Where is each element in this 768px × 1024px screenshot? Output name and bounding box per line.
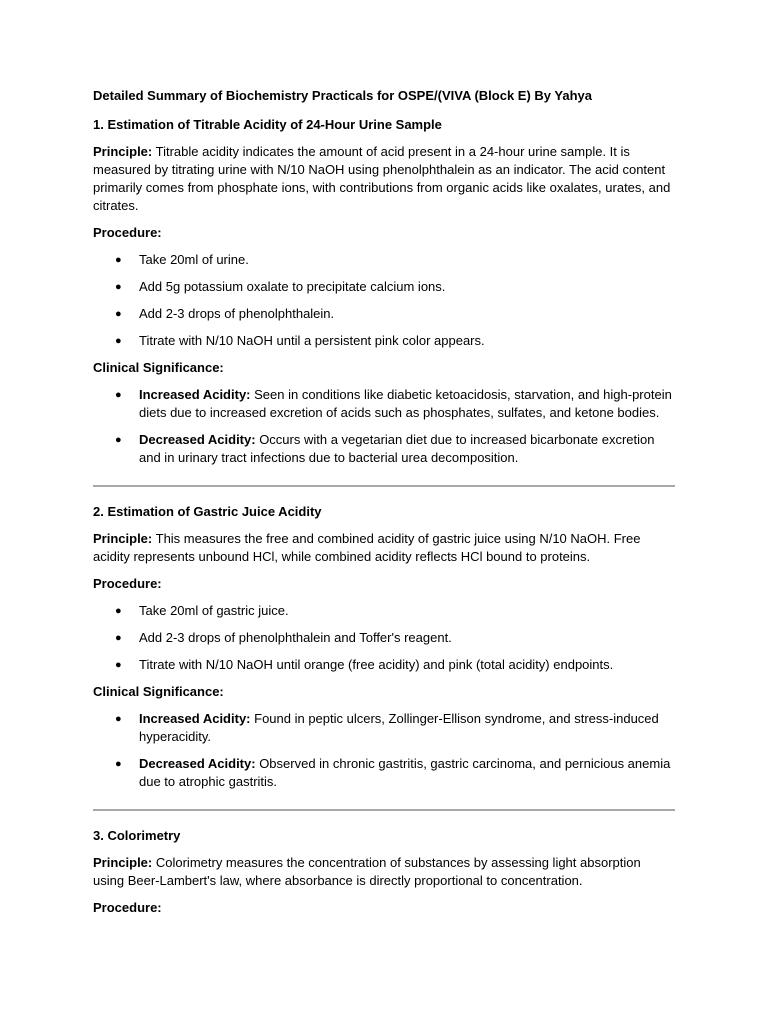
bullet-icon: ● [115,389,122,401]
document-body [93,87,675,926]
bullet-icon: ● [115,254,122,266]
section-2-clinical-heading: Clinical Significance: [93,684,224,699]
section-2-title: 2. Estimation of Gastric Juice Acidity [93,504,322,519]
bullet-icon: ● [115,605,122,617]
section-2-procedure-heading: Procedure: [93,576,162,591]
list-item-label: Increased Acidity: [139,711,251,726]
list-item-text: Titrate with N/10 NaOH until a persistent pink color appears. [139,333,485,348]
bullet-icon: ● [115,335,122,347]
list-item [93,305,675,323]
section-1-clinical-heading: Clinical Significance: [93,360,224,375]
section-3-title: 3. Colorimetry [93,828,181,843]
list-item [93,629,675,647]
section-1-principle [93,143,675,215]
list-item-text: Occurs with a vegetarian diet due to increased bicarbonate excretion and in urinary tract infections due to bacterial urea decomposition. [139,432,655,465]
principle-text: Colorimetry measures the concentration of substances by assessing light absorption using Beer-Lambert's law, where absorbance is directly proportional to concentration. [93,855,641,888]
document-title: Detailed Summary of Biochemistry Practicals for OSPE/(VIVA (Block E) By Yahya [93,88,592,103]
list-item [93,251,675,269]
bullet-icon: ● [115,758,122,770]
bullet-icon: ● [115,434,122,446]
list-item-text: Seen in conditions like diabetic ketoacidosis, starvation, and high-protein diets due to increased excretion of acids such as phosphates, sulfates, and ketone bodies. [139,387,672,420]
list-item-text: Take 20ml of gastric juice. [139,603,289,618]
section-1-title: 1. Estimation of Titrable Acidity of 24-Hour Urine Sample [93,117,442,132]
list-item-label: Decreased Acidity: [139,756,256,771]
list-item-text: Observed in chronic gastritis, gastric carcinoma, and pernicious anemia due to atrophic gastritis. [139,756,671,789]
list-item [93,656,675,674]
section-1-clinical-list [93,386,675,467]
list-item-text: Found in peptic ulcers, Zollinger-Ellison syndrome, and stress-induced hyperacidity. [139,711,659,744]
bullet-icon: ● [115,281,122,293]
list-item-label: Increased Acidity: [139,387,251,402]
bullet-icon: ● [115,713,122,725]
section-3-procedure-heading: Procedure: [93,900,162,915]
list-item-label: Decreased Acidity: [139,432,256,447]
principle-label: Principle: [93,855,153,870]
section-3-principle [93,854,675,890]
principle-text: Titrable acidity indicates the amount of acid present in a 24-hour urine sample. It is measured by titrating urine with N/10 NaOH using phenolphthalein as an indicator. The acid content primarily comes from phosphate ions, with contributions from organic acids like oxalates, urates, and citrates. [93,144,671,213]
section-divider [93,485,675,487]
section-1-procedure-heading: Procedure: [93,225,162,240]
list-item-text: Add 5g potassium oxalate to precipitate calcium ions. [139,279,446,294]
section-2-procedure-list [93,602,675,674]
list-item [93,332,675,350]
bullet-icon: ● [115,632,122,644]
list-item [93,431,675,467]
bullet-icon: ● [115,308,122,320]
list-item [93,710,675,746]
section-1-procedure-list [93,251,675,350]
list-item [93,386,675,422]
principle-label: Principle: [93,144,153,159]
principle-text: This measures the free and combined acidity of gastric juice using N/10 NaOH. Free acidity represents unbound HCl, while combined acidity reflects HCl bound to proteins. [93,531,641,564]
list-item-text: Add 2-3 drops of phenolphthalein and Toffer's reagent. [139,630,452,645]
list-item [93,755,675,791]
section-divider [93,809,675,811]
section-2-principle [93,530,675,566]
list-item [93,602,675,620]
list-item-text: Add 2-3 drops of phenolphthalein. [139,306,335,321]
principle-label: Principle: [93,531,153,546]
list-item-text: Titrate with N/10 NaOH until orange (free acidity) and pink (total acidity) endpoints. [139,657,614,672]
section-2-clinical-list [93,710,675,791]
list-item [93,278,675,296]
list-item-text: Take 20ml of urine. [139,252,249,267]
bullet-icon: ● [115,659,122,671]
